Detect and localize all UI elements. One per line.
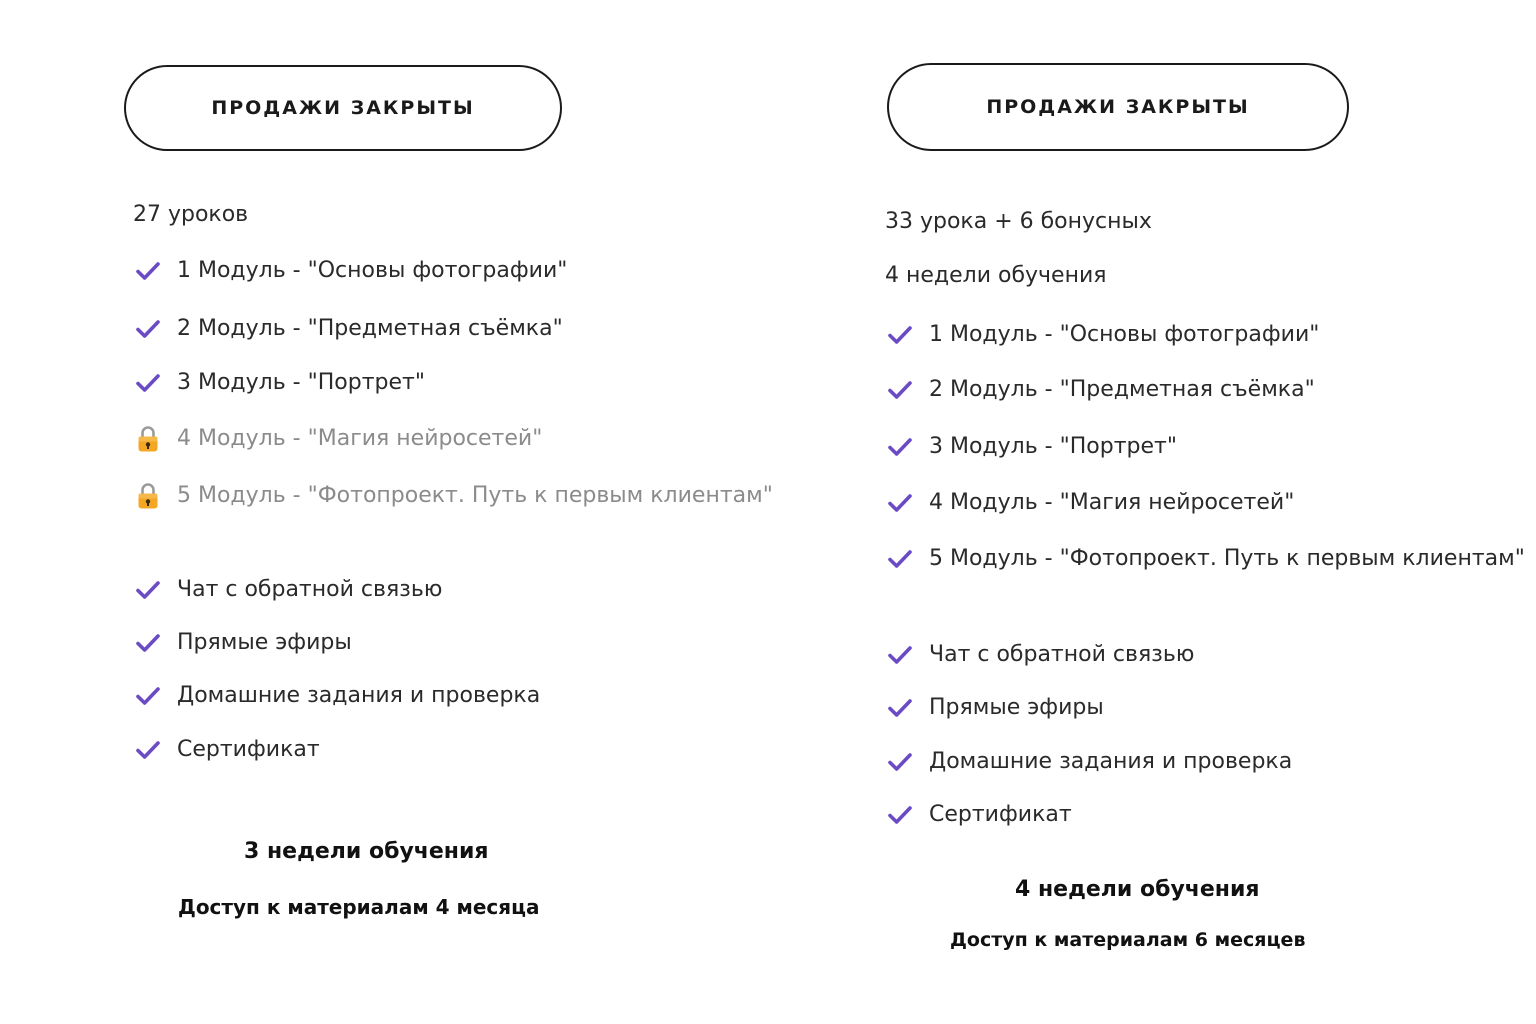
check-icon (886, 432, 914, 462)
check-icon (886, 544, 914, 574)
feature-item (134, 628, 352, 658)
check-icon (134, 314, 162, 344)
module-label: 4 Модуль - "Магия нейросетей" (177, 426, 543, 451)
lessons-count: 27 уроков (133, 202, 249, 227)
check-icon (886, 320, 914, 350)
module-item (886, 320, 1319, 350)
feature-item (886, 800, 1072, 830)
check-icon (134, 681, 162, 711)
check-icon (886, 800, 914, 830)
access-period: Доступ к материалам 4 месяца (178, 895, 540, 919)
check-icon (886, 375, 914, 405)
feature-label: Домашние задания и проверка (929, 749, 1293, 774)
module-item (134, 256, 567, 286)
course-duration: 4 недели обучения (1015, 877, 1260, 902)
plan-card-extended (760, 0, 1536, 1024)
feature-item (886, 693, 1104, 723)
feature-label: Прямые эфиры (929, 695, 1104, 720)
feature-label: Чат с обратной связью (177, 577, 443, 602)
course-duration: 3 недели обучения (244, 839, 489, 864)
access-period: Доступ к материалам 6 месяцев (950, 929, 1306, 951)
module-label: 1 Модуль - "Основы фотографии" (177, 258, 568, 283)
module-label: 2 Модуль - "Предметная съёмка" (177, 316, 563, 341)
module-item-locked (134, 481, 773, 511)
module-item (886, 375, 1315, 405)
feature-label: Чат с обратной связью (929, 642, 1195, 667)
feature-item (134, 735, 320, 765)
lessons-count: 33 урока + 6 бонусных (885, 209, 1152, 234)
lock-icon (134, 481, 162, 511)
module-label: 3 Модуль - "Портрет" (929, 434, 1177, 459)
feature-label: Домашние задания и проверка (177, 683, 541, 708)
check-icon (886, 488, 914, 518)
module-item-locked (134, 424, 542, 454)
check-icon (134, 368, 162, 398)
module-item (886, 544, 1525, 574)
module-label: 3 Модуль - "Портрет" (177, 370, 425, 395)
duration-intro: 4 недели обучения (885, 263, 1107, 288)
feature-item (134, 575, 442, 605)
module-label: 5 Модуль - "Фотопроект. Путь к первым клиентам" (929, 546, 1525, 571)
check-icon (134, 256, 162, 286)
feature-item (886, 640, 1194, 670)
module-item (886, 432, 1177, 462)
module-item (134, 314, 563, 344)
module-item (886, 488, 1294, 518)
feature-item (886, 747, 1292, 777)
module-label: 5 Модуль - "Фотопроект. Путь к первым клиентам" (177, 483, 773, 508)
check-icon (134, 628, 162, 658)
feature-label: Прямые эфиры (177, 630, 352, 655)
module-label: 4 Модуль - "Магия нейросетей" (929, 490, 1295, 515)
check-icon (134, 575, 162, 605)
feature-item (134, 681, 540, 711)
check-icon (886, 640, 914, 670)
module-label: 2 Модуль - "Предметная съёмка" (929, 377, 1315, 402)
check-icon (134, 735, 162, 765)
sales-closed-button[interactable]: ПРОДАЖИ ЗАКРЫТЫ (887, 63, 1349, 151)
module-label: 1 Модуль - "Основы фотографии" (929, 322, 1320, 347)
check-icon (886, 747, 914, 777)
feature-label: Сертификат (177, 737, 320, 762)
feature-label: Сертификат (929, 802, 1072, 827)
sales-closed-button[interactable]: ПРОДАЖИ ЗАКРЫТЫ (124, 65, 562, 151)
lock-icon (134, 424, 162, 454)
check-icon (886, 693, 914, 723)
module-item (134, 368, 425, 398)
